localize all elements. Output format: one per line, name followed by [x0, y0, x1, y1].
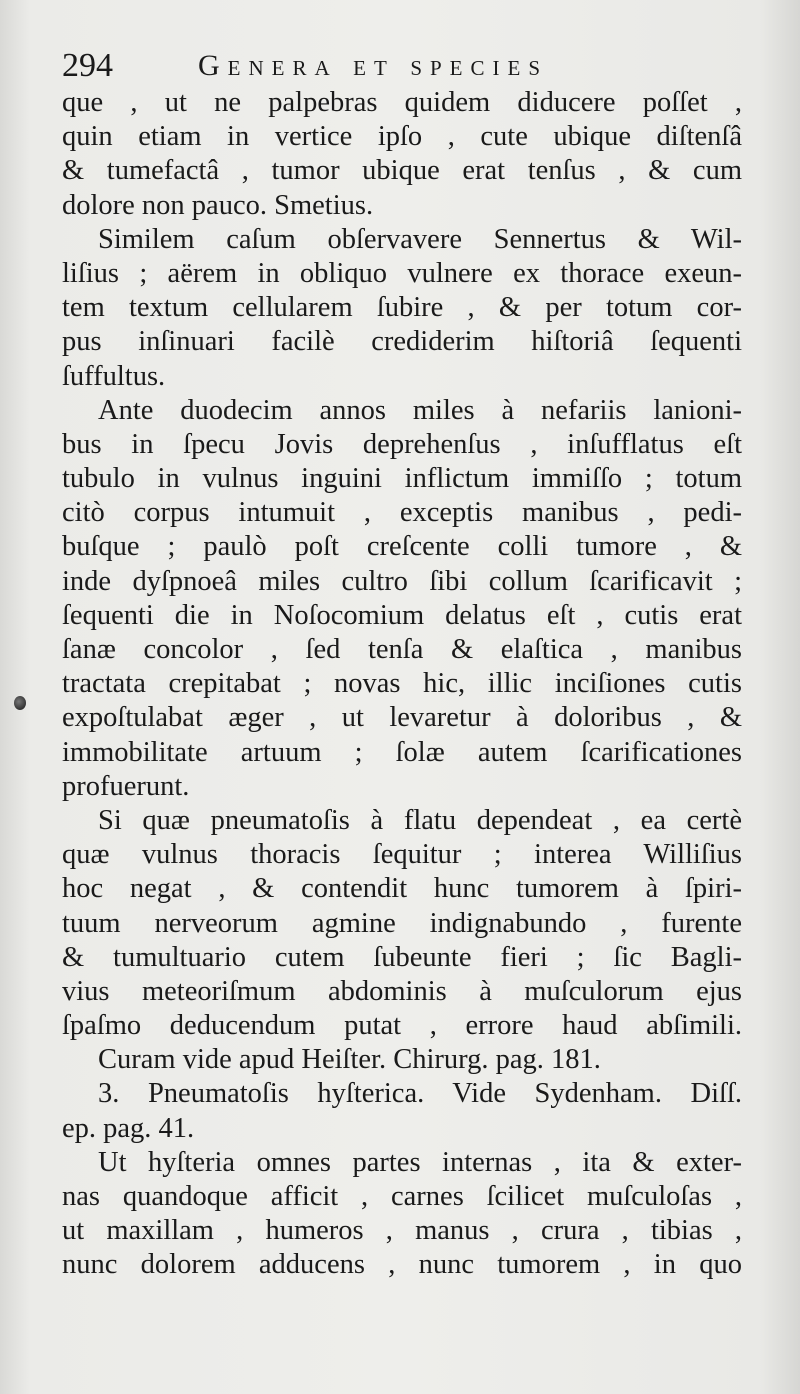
text-line: liſius ; aërem in obliquo vulnere ex thorace exeun- — [62, 257, 742, 289]
text-line: buſque ; paulò poſt creſcente colli tumore , & — [62, 531, 742, 563]
text-line: & tumultuario cutem ſubeunte fieri ; ſic Bagli- — [62, 941, 742, 973]
text-line: tubulo in vulnus inguini inflictum immiſſo ; totum — [62, 463, 742, 495]
text-line: Si quæ pneumatoſis à flatu dependeat , ea certè — [98, 804, 742, 836]
body-text — [62, 86, 742, 1283]
text-line: Similem caſum obſervavere Sennertus & Wil- — [98, 223, 742, 255]
text-line: tractata crepitabat ; novas hic, illic inciſiones cutis — [62, 668, 742, 700]
text-line: Ante duodecim annos miles à nefariis lanioni- — [98, 394, 742, 426]
text-line: expoſtulabat æger , ut levaretur à doloribus , & — [62, 702, 742, 734]
text-line: & tumefactâ , tumor ubique erat tenſus , & cum — [62, 155, 742, 187]
text-line: immobilitate artuum ; ſolæ autem ſcarificationes — [62, 736, 742, 768]
text-line: tem textum cellularem ſubire , & per totum cor- — [62, 292, 742, 324]
text-line: dolore non pauco. Smetius. — [62, 189, 374, 221]
text-line: Ut hyſteria omnes partes internas , ita & exter- — [98, 1146, 742, 1178]
text-line: quæ vulnus thoracis ſequitur ; interea Williſius — [62, 839, 742, 871]
text-line: ep. pag. 41. — [62, 1112, 195, 1144]
text-line: ſpaſmo deducendum putat , errore haud abſimili. — [62, 1010, 742, 1042]
text-line: ſanæ concolor , ſed tenſa & elaſtica , manibus — [62, 634, 742, 665]
page-number: 294 — [62, 47, 113, 84]
text-line: tuum nerveorum agmine indignabundo , furente — [62, 907, 742, 939]
text-line: pus inſinuari facilè crediderim hiſtoriâ ſequenti — [62, 326, 742, 358]
text-line: hoc negat , & contendit hunc tumorem à ſpiri- — [62, 873, 742, 905]
text-line: inde dyſpnoeâ miles cultro ſibi collum ſcarificavit ; — [62, 565, 742, 597]
text-line: quin etiam in vertice ipſo , cute ubique diſtenſâ — [62, 121, 742, 153]
text-line: citò corpus intumuit , exceptis manibus , pedi- — [62, 497, 742, 529]
running-head — [62, 44, 762, 88]
text-line: profuerunt. — [62, 770, 190, 802]
text-line: vius meteoriſmum abdominis à muſculorum ejus — [62, 975, 742, 1007]
text-line: que , ut ne palpebras quidem diducere poſſet , — [62, 87, 742, 118]
text-line: 3. Pneumatoſis hyſterica. Vide Sydenham. Diſſ. — [98, 1078, 742, 1110]
text-line: ſuffultus. — [62, 360, 166, 392]
text-line: nunc dolorem adducens , nunc tumorem , in quo — [62, 1249, 742, 1281]
text-line: Curam vide apud Heiſter. Chirurg. pag. 181. — [98, 1044, 601, 1076]
text-line: nas quandoque afficit , carnes ſcilicet muſculoſas , — [62, 1181, 742, 1212]
text-line: bus in ſpecu Jovis deprehenſus , inſufflatus eſt — [62, 428, 742, 460]
text-line: ut maxillam , humeros , manus , crura , tibias , — [62, 1215, 742, 1247]
running-head-title: Genera et species — [198, 49, 549, 82]
margin-ink-spot — [14, 696, 26, 710]
text-line: ſequenti die in Noſocomium delatus eſt , cutis erat — [62, 599, 742, 631]
